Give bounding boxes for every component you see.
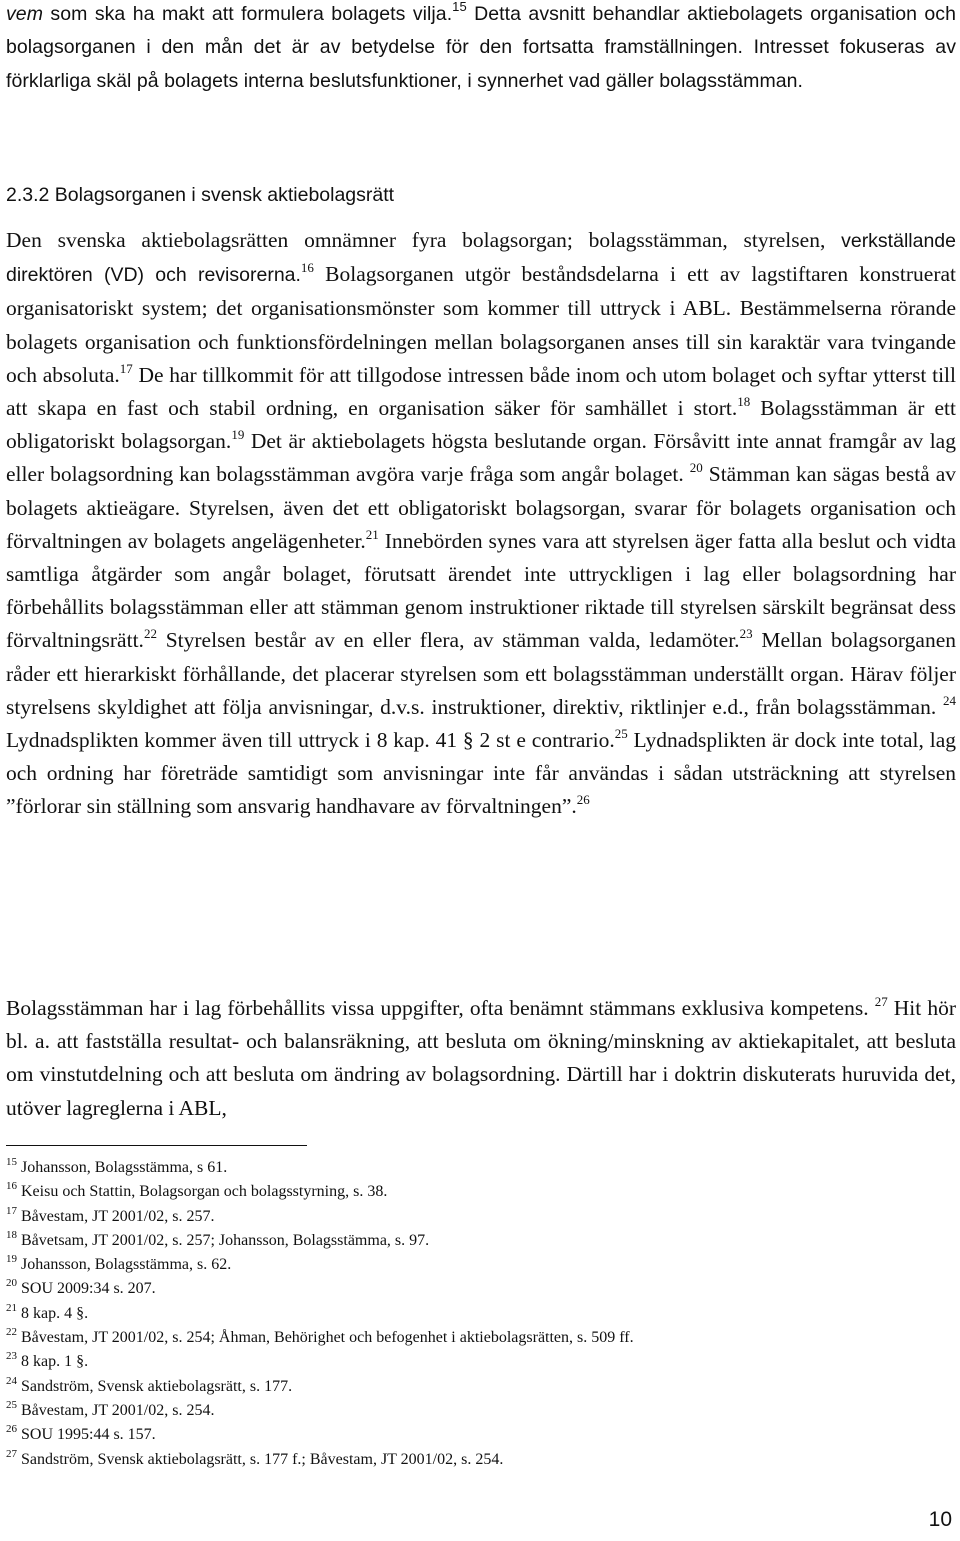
footnote-text: SOU 1995:44 s. 157. xyxy=(17,1426,156,1444)
footnote-number: 27 xyxy=(6,1447,17,1460)
footnote-item xyxy=(6,1205,946,1229)
text-segment: verkställande direktören (VD) och revisorerna. xyxy=(6,230,956,287)
footnote-item xyxy=(6,1253,946,1277)
footnote-ref: 20 xyxy=(689,460,703,476)
footnote-item xyxy=(6,1302,946,1326)
body-paragraph-competence xyxy=(6,992,956,1125)
footnote-ref: 24 xyxy=(943,692,956,708)
footnote-ref: 22 xyxy=(143,626,157,642)
footnote-text: Sandström, Svensk aktiebolagsrätt, s. 177. xyxy=(17,1377,293,1395)
footnote-item xyxy=(6,1350,946,1374)
footnote-item xyxy=(6,1423,946,1447)
text-segment: Stämman kan sägas bestå av bolagets aktieägare. Styrelsen, även det ett obligatoriskt bolagsorgan, svarar för bolagets organisation och förvaltningen av bolagets angelägenheter. xyxy=(6,462,957,553)
footnote-ref: 25 xyxy=(614,726,628,742)
text-segment: Detta avsnitt behandlar aktiebolagets organisation och bolagsorganen i den mån det är av betydelse för den fortsatta framställningen. Intresset fokuseras av förklarliga skäl på bolagets interna beslutsfunktioner, i synnerhet vad gäller bolagsstämman. xyxy=(6,3,957,92)
footnote-number: 17 xyxy=(6,1204,17,1217)
footnote-text: Båvestam, JT 2001/02, s. 254; Åhman, Behörighet och befogenhet i aktiebolagsrätten, s. 509 ff. xyxy=(17,1329,634,1347)
text-segment: De har tillkommit för att tillgodose intressen både inom och utom bolaget och syftar ytterst till att skapa en fast och stabil ordning, en organisation säker för samhället i stort. xyxy=(6,362,957,421)
text-segment: Bolagsorganen utgör beståndsdelarna i ett av lagstiftaren konstruerat organisatoriskt system; det organisationsmönster som kommer till uttryck i ABL. Bestämmelserna rörande bolagets organisation och funktionsfördelningen mellan bolagsorganen anses till sin karaktär vara tvingande och absoluta. xyxy=(6,262,956,387)
intro-paragraph xyxy=(6,0,956,98)
footnote-text: Johansson, Bolagsstämma, s. 62. xyxy=(17,1256,232,1274)
text-segment: Lydnadsplikten är dock inte total, lag och ordning har företräde samtidigt som anvisningar inte får användas i sådan utsträckning att styrelsen ”förlorar sin ställning som ansvarig handhavare av förvaltningen”. xyxy=(6,728,956,819)
footnote-number: 26 xyxy=(6,1423,17,1436)
footnote-number: 16 xyxy=(6,1180,17,1193)
footnote-text: 8 kap. 1 §. xyxy=(17,1353,89,1371)
footnote-number: 21 xyxy=(6,1301,17,1314)
footnote-separator xyxy=(6,1145,307,1146)
text-segment: Hit hör bl. a. att fastställa resultat- och balansräkning, att besluta om ökning/minskning av aktiekapitalet, att besluta om vinstutdelning och att besluta om ändring av bolagsordning. Därtill har i doktrin diskuterats huruvida det, utöver lagreglerna i ABL, xyxy=(6,996,956,1120)
footnote-text: Sandström, Svensk aktiebolagsrätt, s. 177 f.; Båvestam, JT 2001/02, s. 254. xyxy=(17,1450,504,1468)
body-paragraph-organs xyxy=(6,224,956,824)
footnote-text: Båvestam, JT 2001/02, s. 257. xyxy=(17,1207,215,1225)
footnote-number: 22 xyxy=(6,1326,17,1339)
text-segment: Lydnadsplikten kommer även till uttryck i 8 kap. 41 § 2 st e contrario. xyxy=(6,728,615,753)
footnote-text: Båvestam, JT 2001/02, s. 254. xyxy=(17,1401,215,1419)
footnote-ref: 18 xyxy=(737,394,751,410)
footnote-text: Båvetsam, JT 2001/02, s. 257; Johansson, Bolagsstämma, s. 97. xyxy=(17,1231,430,1249)
footnote-number: 23 xyxy=(6,1350,17,1363)
footnote-ref: 19 xyxy=(231,427,245,443)
text-segment: Det är aktiebolagets högsta beslutande organ. Försåvitt inte annat framgår av lag eller bolagsordning kan bolagsstämman avgöra varje fråga som angår bolaget. xyxy=(6,429,956,487)
footnote-number: 20 xyxy=(6,1277,17,1290)
section-heading: 2.3.2 Bolagsorganen i svensk aktiebolagsrätt xyxy=(6,184,395,206)
footnote-ref: 26 xyxy=(576,792,590,808)
page-number: 10 xyxy=(928,1508,952,1531)
footnote-text: 8 kap. 4 §. xyxy=(17,1304,89,1322)
footnote-number: 19 xyxy=(6,1253,17,1266)
footnote-item xyxy=(6,1375,946,1399)
footnote-ref: 16 xyxy=(300,260,314,276)
footnote-number: 24 xyxy=(6,1374,17,1387)
text-segment: Den svenska aktiebolagsrätten omnämner fyra bolagsorgan; bolagsstämman, styrelsen, xyxy=(6,228,842,252)
text-segment: Styrelsen består av en eller flera, av stämman valda, ledamöter. xyxy=(156,628,740,653)
text-segment: Bolagsstämman är ett obligatoriskt bolagsorgan. xyxy=(6,396,956,454)
text-segment: Mellan bolagsorganen råder ett hierarkiskt förhållande, det placerar styrelsen som ett bolagsstämman underställt organ. Härav följer styrelsens skyldighet att följa anvisningar, d.v.s. instruktioner, direktiv, riktlinjer e.d., från bolagsstämman. xyxy=(6,628,956,719)
footnote-text: SOU 2009:34 s. 207. xyxy=(17,1280,156,1298)
emphasized-text: vem xyxy=(6,3,43,25)
footnote-ref: 21 xyxy=(365,526,379,542)
footnote-ref: 15 xyxy=(452,0,467,14)
footnote-item xyxy=(6,1180,946,1204)
footnote-number: 15 xyxy=(6,1156,17,1168)
footnote-item xyxy=(6,1326,946,1350)
footnote-number: 18 xyxy=(6,1228,17,1241)
footnote-item xyxy=(6,1448,946,1472)
footnote-ref: 17 xyxy=(119,360,133,376)
text-segment: Bolagsstämman har i lag förbehållits vissa uppgifter, ofta benämnt stämmans exklusiva kompetens. xyxy=(6,996,875,1020)
text-segment: Innebörden synes vara att styrelsen äger fatta alla beslut och vidta samtliga åtgärder som angår bolaget, förutsatt ärendet inte uttryckligen i lag eller bolagsordning har förbehållits bolagsstämman eller att stämman genom instruktioner riktade till styrelsen särskilt begränsat dess förvaltningsrätt. xyxy=(6,528,956,653)
footnote-text: Keisu och Stattin, Bolagsorgan och bolagsstyrning, s. 38. xyxy=(17,1183,388,1201)
footnote-item xyxy=(6,1229,946,1253)
footnote-item xyxy=(6,1156,946,1180)
footnote-list xyxy=(6,1156,946,1472)
footnote-ref: 23 xyxy=(739,626,753,642)
footnote-number: 25 xyxy=(6,1398,17,1411)
footnote-text: Johansson, Bolagsstämma, s 61. xyxy=(17,1159,228,1176)
text-segment: som ska ha makt att formulera bolagets vilja. xyxy=(43,3,453,25)
footnote-item xyxy=(6,1277,946,1301)
footnote-ref: 27 xyxy=(874,994,888,1009)
footnote-item xyxy=(6,1399,946,1423)
